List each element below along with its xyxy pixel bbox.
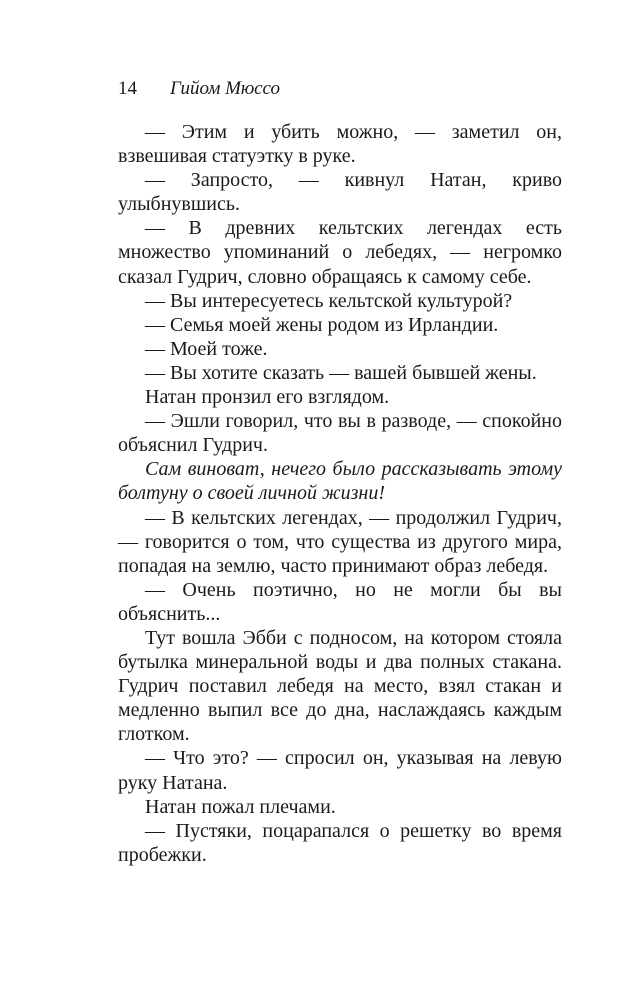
paragraph: — В кельтских легендах, — продолжил Гудрич, — говорится о том, что существа из другого мира, попадая на землю, часто принимают образ лебедя. <box>118 506 562 577</box>
paragraph: — Моей тоже. <box>145 337 268 360</box>
paragraph: Натан пожал плечами. <box>145 795 336 818</box>
paragraph: — Вы хотите сказать — вашей бывшей жены. <box>145 361 537 384</box>
page-number: 14 <box>118 78 137 99</box>
running-head <box>118 78 280 100</box>
paragraph: Сам виноват, нечего было рассказывать этому болтуну о своей личной жизни! <box>118 458 562 505</box>
paragraph: — Пустяки, поцарапался о решетку во время пробежки. <box>118 819 562 866</box>
paragraph: Натан пронзил его взглядом. <box>145 386 390 409</box>
paragraph: — Что это? — спросил он, указывая на левую руку Натана. <box>118 747 562 794</box>
paragraph: — Семья моей жены родом из Ирландии. <box>145 313 499 336</box>
paragraph: — Очень поэтично, но не могли бы вы объяснить... <box>118 578 562 625</box>
author-name: Гийом Мюссо <box>170 78 280 99</box>
paragraph: — В древних кельтских легендах есть множество упоминаний о лебедях, — негромко сказал Гудрич, словно обращаясь к самому себе. <box>118 217 562 288</box>
paragraph: Тут вошла Эбби с подносом, на котором стояла бутылка минеральной воды и два полных стакана. Гудрич поставил лебедя на место, взял стакан и медленно выпил все до дна, наслаждаясь каждым глотком. <box>118 626 562 746</box>
paragraph: — Эшли говорил, что вы в разводе, — спокойно объяснил Гудрич. <box>118 410 562 457</box>
body-text <box>118 120 562 867</box>
paragraph: — Этим и убить можно, — заметил он, взвешивая статуэтку в руке. <box>118 121 562 168</box>
paragraph: — Вы интересуетесь кельтской культурой? <box>145 289 513 312</box>
paragraph: — Запросто, — кивнул Натан, криво улыбнувшись. <box>118 169 562 216</box>
